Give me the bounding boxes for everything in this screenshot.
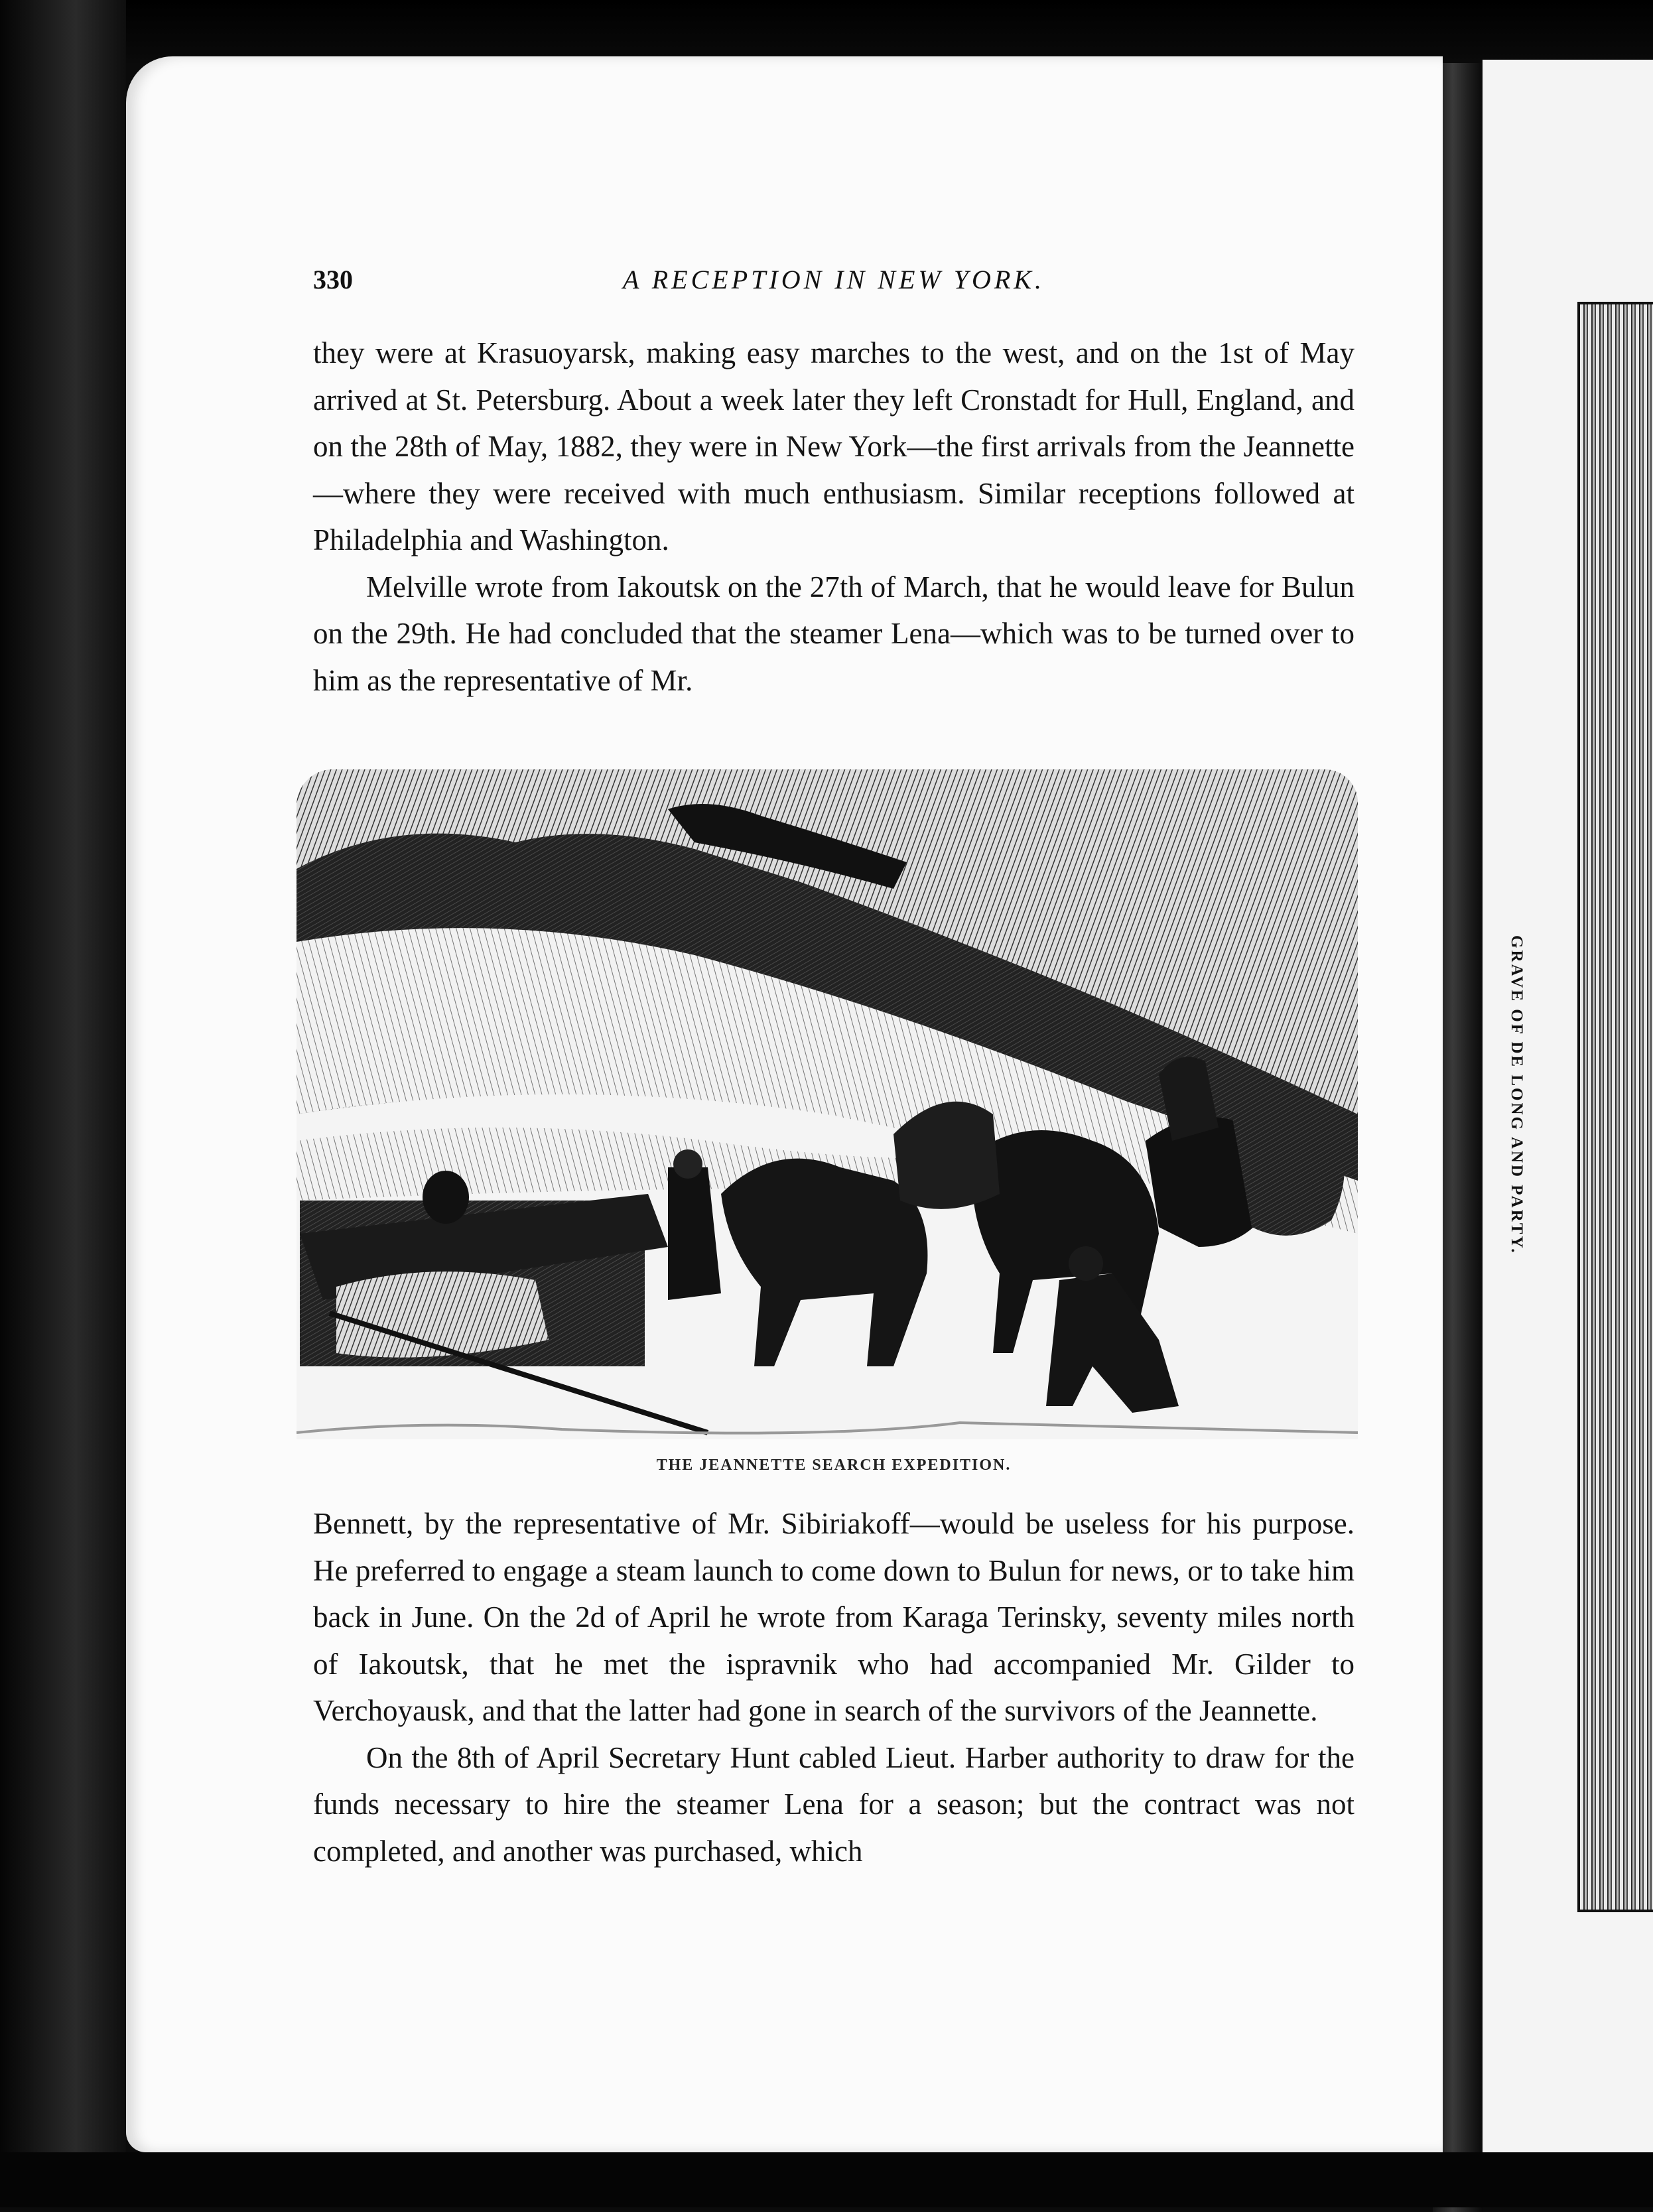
facing-plate-engraving: [1577, 302, 1653, 1912]
body-text-bottom: [313, 1500, 1355, 1874]
body-text-top: [313, 330, 1355, 704]
paragraph: Bennett, by the representative of Mr. Sibiriakoff—would be useless for his purpose. He preferred to engage a steam launch to come down to Bulun for news, or to take him back in June. On the 2d of April he wrote from Karaga Terinsky, seventy miles north of Iakoutsk, that he met the ispravnik who had accompanied Mr. Gilder to Verchoyausk, and that the latter had gone in search of the survivors of the Jeannette.: [313, 1507, 1355, 1727]
sleigh-scene-engraving: [297, 769, 1358, 1439]
page-number: 330: [313, 265, 353, 294]
running-head: A RECEPTION IN NEW YORK.: [623, 265, 1045, 294]
book-left-edge: [0, 0, 126, 2207]
page-header: [313, 264, 1355, 304]
engraving-illustration: [297, 769, 1358, 1439]
scan-bottom-border: [0, 2152, 1653, 2207]
paragraph: Melville wrote from Iakoutsk on the 27th of March, that he would leave for Bulun on the 29th. He had concluded that the steamer Lena—which was to be turned over to him as the representative of Mr.: [313, 570, 1355, 697]
facing-plate-caption: GRAVE OF DE LONG AND PARTY.: [1508, 935, 1526, 1255]
paragraph: On the 8th of April Secretary Hunt cabled Lieut. Harber authority to draw for the funds necessary to hire the steamer Lena for a season; but the contract was not completed, and another was purchased, which: [313, 1740, 1355, 1868]
scan-top-border: [0, 0, 1653, 63]
illustration-caption: THE JEANNETTE SEARCH EXPEDITION.: [656, 1457, 1012, 1474]
paragraph: they were at Krasuoyarsk, making easy marches to the west, and on the 1st of May arrived at St. Petersburg. About a week later they left Cronstadt for Hull, England, and on the 28th of May, 1882, they were in New York—the first arrivals from the Jeannette—where they were received with much enthusiasm. Similar receptions followed at Philadelphia and Washington.: [313, 336, 1355, 556]
